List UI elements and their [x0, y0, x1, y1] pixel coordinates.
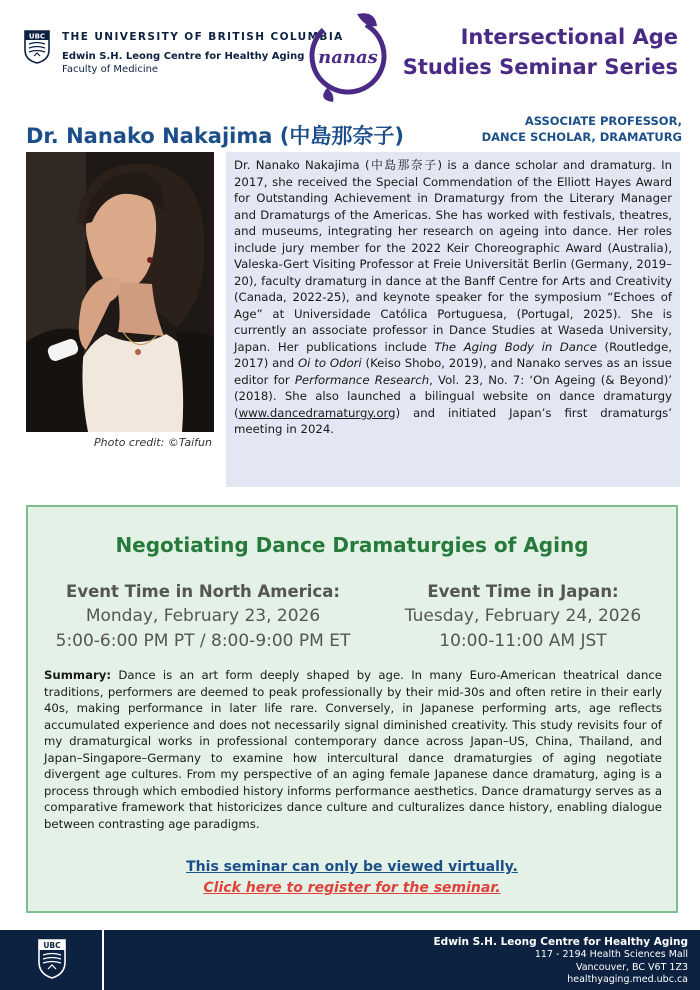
- na-time-heading: Event Time in North America:: [66, 582, 340, 601]
- na-time: 5:00-6:00 PM PT / 8:00-9:00 PM ET: [55, 631, 351, 651]
- centre-name: Edwin S.H. Leong Centre for Healthy Aging: [62, 51, 305, 62]
- footer-address-2: Vancouver, BC V6T 1Z3: [575, 961, 688, 973]
- bio-part-5: ) and initiated Japan’s first dramaturgs’ meeting in 2024.: [234, 405, 672, 436]
- summary-text: Dance is an art form deeply shaped by age. In many Euro-American theatrical dance traditions, performers are deemed to peak professionally by their mid-30s and often retire in their early 40s, making performance in later life rare. Conversely, in Japanese performing arts, age reflects accumulated experience and does not necessarily signal diminished creativity. This study revisits four of my dramaturgical works in professional contemporary dance across Japan–US, China, Thailand, and Japan–Singapore–Germany to examine how intercultural dance dramaturgies of aging negotiate divergent age cultures. From my perspective of an aging female Japanese dance dramaturg, aging is a process through which embodied history informs performance aesthetics. Dance dramaturgy serves as a comparative framework that historicizes dance culture and culturalizes dance history, enabling dialogue between contrasting age paradigms.: [44, 668, 662, 831]
- university-name: THE UNIVERSITY OF BRITISH COLUMBIA: [62, 31, 344, 43]
- footer-crest-text: UBC: [43, 941, 61, 950]
- footer-ubc-crest-icon: [38, 939, 66, 979]
- jp-time-heading: Event Time in Japan:: [427, 582, 619, 601]
- bio-book-2: Oi to Odori: [297, 356, 362, 370]
- bio-book-1: The Aging Body in Dance: [434, 339, 597, 354]
- ubc-crest-icon: [24, 30, 50, 64]
- event-box: [26, 505, 678, 913]
- jp-time: 10:00-11:00 AM JST: [439, 631, 607, 651]
- header: [0, 0, 700, 110]
- footer: [0, 930, 700, 990]
- footer-address-1: 117 - 2194 Health Sciences Mall: [534, 949, 688, 960]
- bio-part-2: (Routledge, 2017) and: [234, 339, 672, 370]
- series-title-line-2: Studies Seminar Series: [402, 55, 678, 79]
- event-time-north-america: [38, 579, 368, 654]
- speaker-bio: [234, 157, 672, 438]
- series-title: [388, 22, 678, 82]
- photo-credit: Photo credit: ©Taifun: [94, 436, 212, 449]
- register-link[interactable]: Click here to register for the seminar.: [203, 880, 501, 896]
- speaker-photo: [26, 152, 214, 432]
- speaker-role-line-1: ASSOCIATE PROFESSOR,: [524, 114, 682, 128]
- ubc-crest-text: UBC: [28, 32, 46, 41]
- speaker-role-line-2: DANCE SCHOLAR, DRAMATURG: [481, 130, 682, 144]
- footer-contact: [434, 936, 689, 987]
- bio-box: [226, 152, 680, 487]
- footer-centre-name: Edwin S.H. Leong Centre for Healthy Aging: [433, 936, 688, 948]
- bio-journal: Performance Research: [294, 372, 430, 387]
- nanas-logo-icon: [305, 8, 391, 104]
- footer-website[interactable]: healthyaging.med.ubc.ca: [567, 974, 688, 985]
- na-date: Monday, February 23, 2026: [85, 606, 321, 626]
- bio-part-3: (Keiso Shobo, 2019), and Nanako serves as an issue editor for: [234, 356, 672, 387]
- speaker-role: [422, 113, 682, 145]
- jp-date: Tuesday, February 24, 2026: [404, 606, 642, 626]
- bio-part-1: Dr. Nanako Nakajima (中島那奈子) is a dance scholar and dramaturg. In 2017, she received the Special Commendation of the Elliott Hayes Award for Outstanding Achievement in Dramaturgy from the Literary Manager and Dramaturgs of the Americas. She has worked with festivals, theatres, and museums, integrating her research on ageing into dance. Her roles include jury member for the 2022 Keir Choreographic Award (Australia), Valeska-Gert Visiting Professor at Freie Universität Berlin (Germany, 2019–20), faculty dramaturg in dance at the Banff Centre for Arts and Creativity (Canada, 2022-25), and keynote speaker for the symposium “Echoes of Age” at Universidade Católica Portuguesa, (Portugal, 2025). She is currently an associate professor in Dance Studies at Waseda University, Japan. Her publications include: [234, 158, 672, 354]
- virtual-note: This seminar can only be viewed virtually.: [186, 859, 518, 875]
- speaker-portrait-image: [26, 152, 214, 432]
- bio-part-4: , Vol. 23, No. 7: ‘On Ageing (& Beyond)’ (2018). She also launched a bilingual website on dance dramaturgy (: [234, 372, 672, 420]
- footer-crest-area: [0, 930, 104, 990]
- series-title-line-1: Intersectional Age: [460, 25, 678, 49]
- bio-website-link[interactable]: www.dancedramaturgy.org: [238, 405, 396, 420]
- nanas-logo-text: nanas: [318, 47, 378, 68]
- faculty-name: Faculty of Medicine: [62, 64, 159, 75]
- summary-label: Summary:: [44, 668, 112, 682]
- speaker-name: Dr. Nanako Nakajima (中島那奈子): [26, 124, 404, 148]
- event-title: Negotiating Dance Dramaturgies of Aging: [115, 533, 589, 557]
- event-time-japan: [378, 579, 668, 654]
- event-summary: [44, 667, 662, 832]
